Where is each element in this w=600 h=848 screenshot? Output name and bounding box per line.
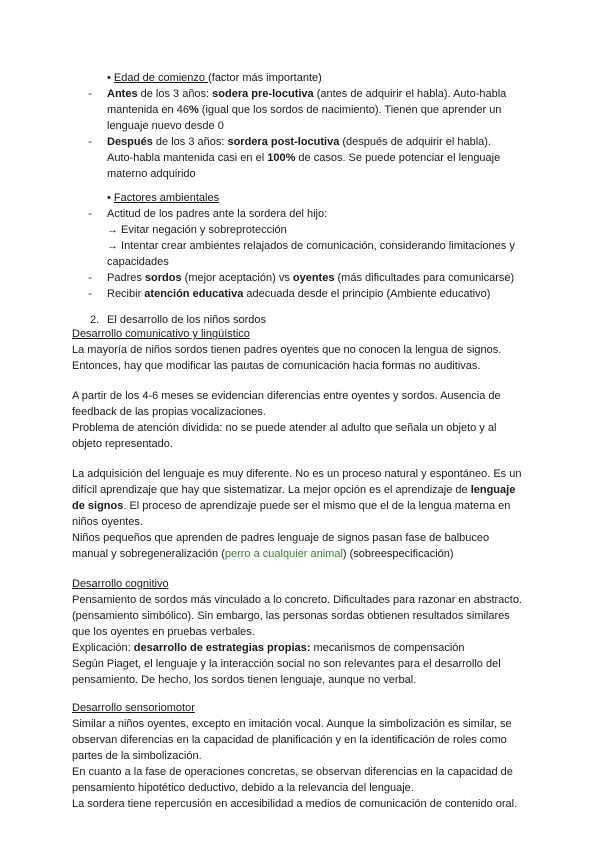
comunicativo-p3-5: Niños pequeños que aprenden de padres lenguaje de signos pasan fase de balbuceo (72, 532, 490, 544)
despues-line-3: materno adquirido (107, 168, 196, 180)
comunicativo-p3-1: La adquisición del lenguaje es muy diferente. No es un proceso natural y espontáneo. Es un (72, 468, 522, 480)
factores-arrow-2b: capacidades (107, 256, 169, 268)
comunicativo-p3-4: niños oyentes. (72, 516, 143, 528)
dash-marker: - (88, 272, 92, 284)
comunicativo-p2-1: A partir de los 4-6 meses se evidencian diferencias entre oyentes y sordos. Ausencia de (72, 390, 501, 402)
cognitivo-l5: Según Piaget, el lenguaje y la interacción social no son relevantes para el desarrollo del (72, 658, 501, 670)
sensoriomotor-l6: La sordera tiene repercusión en accesibilidad a medios de comunicación de contenido oral. (72, 798, 518, 810)
factores-arrow-1: → Evitar negación y sobreprotección (107, 224, 287, 236)
antes-line-1: Antes de los 3 años: sodera pre-locutiva (antes de adquirir el habla). Auto-habla (107, 88, 507, 100)
comunicativo-p3-6: manual y sobregeneralización (perro a cualquier animal) (sobreespecificación) (72, 548, 454, 560)
cognitivo-l3: que los oyentes en pruebas verbales. (72, 626, 255, 638)
antes-line-3: lenguaje nuevo desde 0 (107, 120, 224, 132)
sensoriomotor-l2: observan diferencias en la capacidad de planificación y en la identificación de roles como (72, 734, 507, 746)
cognitivo-l1: Pensamiento de sordos más vinculado a lo concreto. Dificultades para razonar en abstracto. (72, 594, 523, 606)
sensoriomotor-l3: partes de la simbolización. (72, 750, 202, 762)
factores-title: Factores ambientales (113, 192, 220, 204)
bullet-symbol: • (107, 72, 111, 84)
section-number: 2. (90, 314, 100, 326)
comunicativo-p3-3: de signos. El proceso de aprendizaje puede ser el mismo que el de la lengua materna en (72, 500, 511, 512)
sensoriomotor-l1: Similar a niños oyentes, excepto en imitación vocal. Aunque la simbolización es similar, se (72, 718, 512, 730)
comunicativo-p1-2: Entonces, hay que modificar las pautas de comunicación hacia formas no auditivas. (72, 360, 481, 372)
dash-marker: - (88, 208, 92, 220)
despues-line-1: Después de los 3 años: sordera post-locutiva (después de adquirir el habla). (107, 136, 491, 148)
factores-arrow-2a: → Intentar crear ambientes relajados de comunicación, considerando limitaciones y (107, 240, 515, 252)
cognitivo-l2: (pensamiento simbólico). Sin embargo, las personas sordas obtienen resultados similares (72, 610, 510, 622)
factores-actitud: Actitud de los padres ante la sordera del hijo: (107, 208, 328, 220)
bullet-factores (107, 190, 219, 206)
factores-padres: Padres sordos (mejor aceptación) vs oyentes (más dificultades para comunicarse) (107, 272, 515, 284)
factores-recibir: Recibir atención educativa adecuada desde el principio (Ambiente educativo) (107, 288, 491, 300)
bullet-edad (107, 70, 322, 86)
comunicativo-p2-2: feedback de las propias vocalizaciones. (72, 406, 266, 418)
despues-line-2: Auto-habla mantenida casi en el 100% de casos. Se puede potenciar el lenguaje (107, 152, 501, 164)
edad-title-rest: (factor más importante) (208, 72, 322, 84)
cognitivo-heading: Desarrollo cognitivo (72, 578, 169, 590)
sensoriomotor-l5: pensamiento hipotético deductivo, debido a la relevancia del lenguaje. (72, 782, 414, 794)
comunicativo-p2-4: objeto representado. (72, 438, 173, 450)
antes-line-2: mantenida en 46% (igual que los sordos de nacimiento). Tienen que aprender un (107, 104, 502, 116)
sensoriomotor-l4: En cuanto a la fase de operaciones concretas, se observan diferencias en la capacidad de (72, 766, 513, 778)
dash-marker: - (88, 288, 92, 300)
section-title: El desarrollo de los niños sordos (107, 314, 266, 326)
comunicativo-p3-2: difícil aprendizaje que hay que sistematizar. La mejor opción es el aprendizaje de lenguaje (72, 484, 516, 496)
cognitivo-l6: pensamiento. De hecho, los sordos tienen lenguaje, aunque no verbal. (72, 674, 417, 686)
comunicativo-p1-1: La mayoría de niños sordos tienen padres oyentes que no conocen la lengua de signos. (72, 344, 502, 356)
edad-title: Edad de comienzo (113, 72, 209, 84)
dash-marker: - (88, 88, 92, 100)
comunicativo-p2-3: Problema de atención dividida: no se puede atender al adulto que señala un objeto y al (72, 422, 497, 434)
sensoriomotor-heading: Desarrollo sensoriomotor (72, 702, 195, 714)
dash-marker: - (88, 136, 92, 148)
example-highlight: perro a cualquier animal (224, 548, 343, 560)
comunicativo-heading: Desarrollo comunicativo y lingüístico (72, 328, 250, 340)
bullet-symbol: • (107, 192, 111, 204)
cognitivo-l4: Explicación: desarrollo de estrategias propias: mecanismos de compensación (72, 642, 465, 654)
